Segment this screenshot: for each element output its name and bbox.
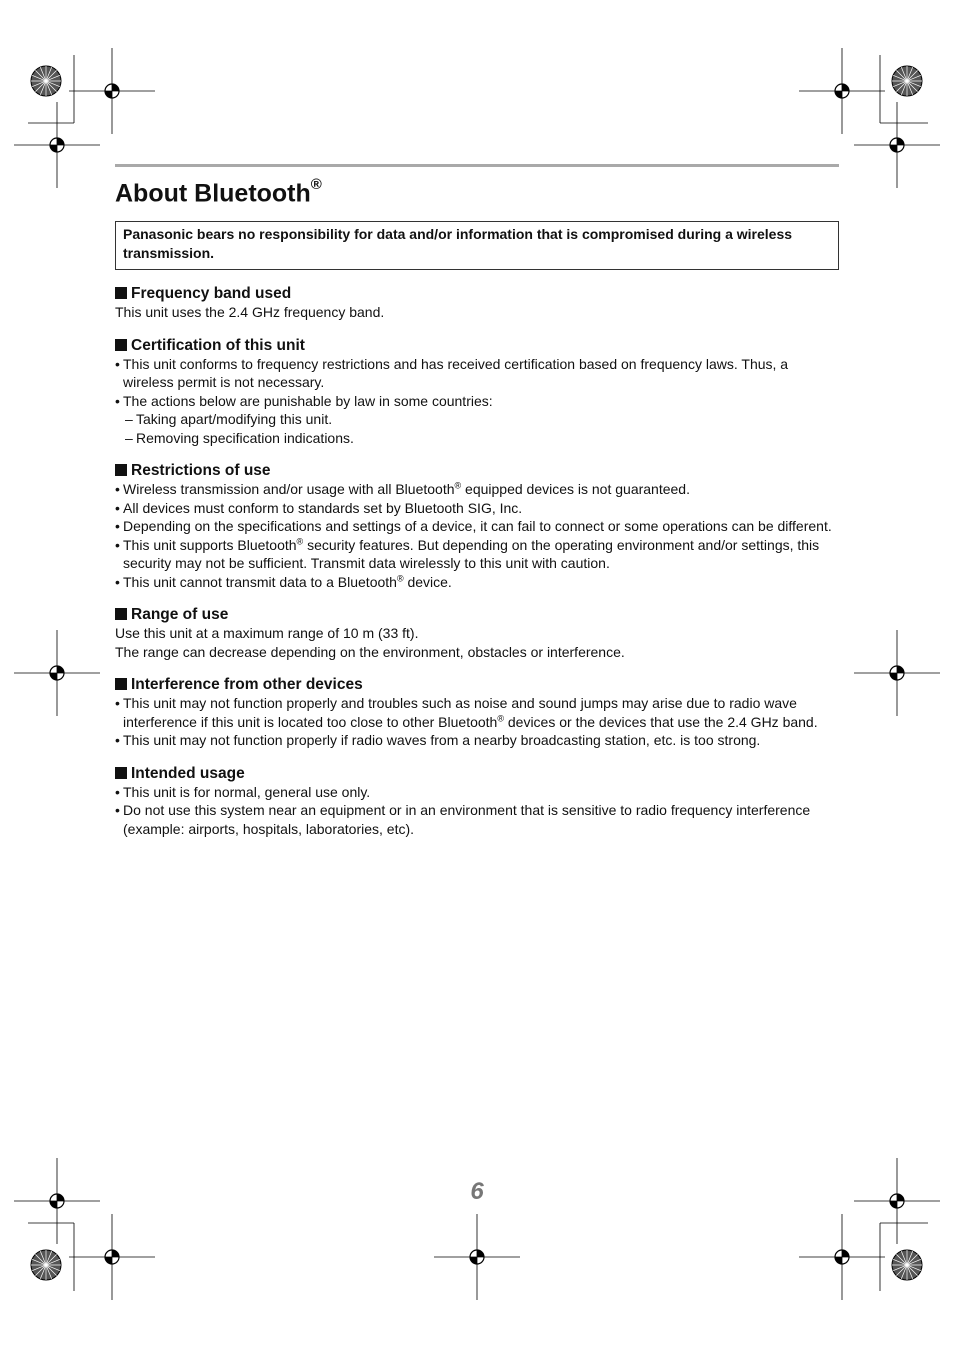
section-heading: Restrictions of use: [115, 462, 839, 480]
registration-mark: [799, 1214, 885, 1300]
section-heading: Interference from other devices: [115, 676, 839, 694]
bullet-item: • Depending on the specifications and settings of a device, it can fail to connect or some operations can be different.: [115, 517, 839, 536]
bullet-item: • This unit cannot transmit data to a Bluetooth® device.: [115, 573, 839, 592]
paragraph: This unit uses the 2.4 GHz frequency band.: [115, 304, 385, 321]
section-certification: [115, 337, 839, 448]
square-bullet-icon: [115, 678, 127, 690]
registration-mark: [69, 48, 155, 134]
section-interference: [115, 676, 839, 750]
page-title: About Bluetooth®: [115, 176, 322, 208]
registration-mark: [14, 102, 100, 188]
registration-mark: [854, 630, 940, 716]
bullet-item: • All devices must conform to standards set by Bluetooth SIG, Inc.: [115, 499, 839, 518]
color-target-top-right: [892, 66, 922, 96]
dash-item: – Taking apart/modifying this unit.: [115, 410, 839, 429]
title-rule: [115, 164, 839, 167]
section-heading: Frequency band used: [115, 285, 839, 303]
bullet-item: • This unit conforms to frequency restrictions and has received certification based on frequency laws. Thus, a wireless permit is not necessary.: [115, 355, 839, 392]
paragraph: Use this unit at a maximum range of 10 m (33 ft).: [115, 625, 419, 642]
square-bullet-icon: [115, 767, 127, 779]
bullet-item: • Do not use this system near an equipment or in an environment that is sensitive to radio frequency interference (example: airports, hospitals, laboratories, etc).: [115, 801, 839, 838]
registration-mark: [434, 1214, 520, 1300]
registration-mark: [14, 630, 100, 716]
color-target-bottom-left: [31, 1250, 61, 1280]
section-intended-usage: [115, 765, 839, 839]
bullet-item: • The actions below are punishable by law in some countries:: [115, 392, 839, 411]
registration-mark: [69, 1214, 155, 1300]
section-heading: Range of use: [115, 606, 839, 624]
section-range: [115, 606, 839, 661]
color-target-top-left: [31, 66, 61, 96]
bullet-item: • This unit is for normal, general use only.: [115, 783, 839, 802]
section-heading: Intended usage: [115, 765, 839, 783]
color-target-bottom-right: [892, 1250, 922, 1280]
disclaimer-box: Panasonic bears no responsibility for data and/or information that is compromised during a wireless transmission.: [115, 221, 839, 270]
bullet-item: • Wireless transmission and/or usage with all Bluetooth® equipped devices is not guaranteed.: [115, 480, 839, 499]
section-heading: Certification of this unit: [115, 337, 839, 355]
page-content: [115, 164, 839, 838]
square-bullet-icon: [115, 287, 127, 299]
section-frequency-band: [115, 285, 839, 322]
dash-item: – Removing specification indications.: [115, 429, 839, 448]
registration-mark: [854, 102, 940, 188]
bullet-item: • This unit may not function properly and troubles such as noise and sound jumps may arise due to radio wave interference if this unit is located too close to other Bluetooth® devices or the devices that use the 2.4 GHz band.: [115, 694, 839, 731]
square-bullet-icon: [115, 339, 127, 351]
square-bullet-icon: [115, 608, 127, 620]
bullet-item: • This unit supports Bluetooth® security features. But depending on the operating environment and/or settings, this security may not be sufficient. Transmit data wirelessly to this unit with caution.: [115, 536, 839, 573]
square-bullet-icon: [115, 464, 127, 476]
paragraph: The range can decrease depending on the environment, obstacles or interference.: [115, 643, 625, 660]
bullet-item: • This unit may not function properly if radio waves from a nearby broadcasting station, etc. is too strong.: [115, 731, 839, 750]
registration-mark: [799, 48, 885, 134]
page-number: 6: [470, 1178, 484, 1205]
section-restrictions: [115, 462, 839, 591]
